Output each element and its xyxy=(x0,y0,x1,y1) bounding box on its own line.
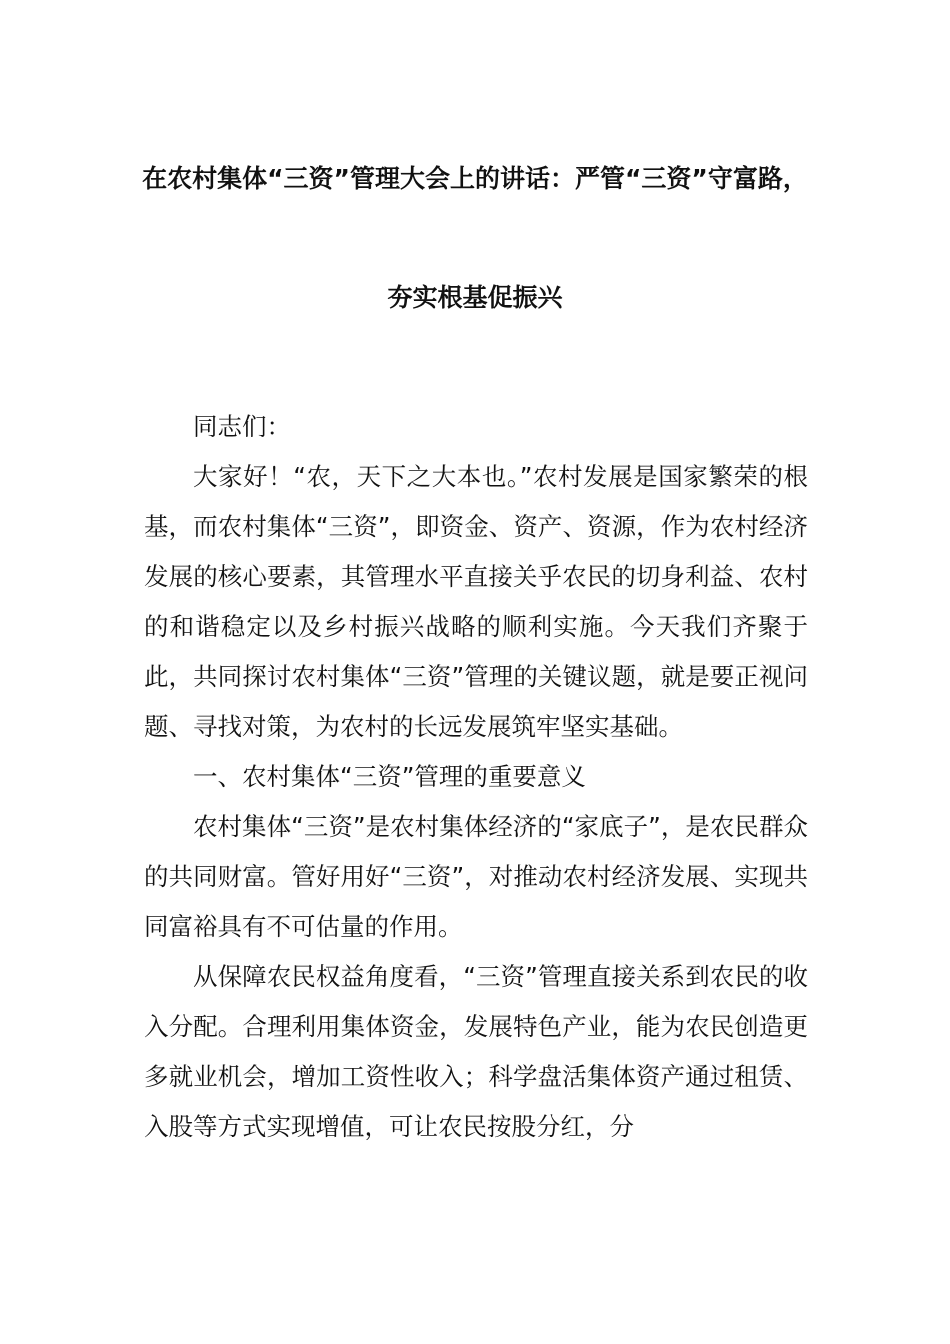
salutation-paragraph: 同志们： xyxy=(193,412,291,441)
body-paragraph: 大家好！“农，天下之大本也。”农村发展是国家繁荣的根基，而农村集体“三资”，即资金、资产、资源，作为农村经济发展的核心要素，其管理水平直接关乎农民的切身利益、农村的和谐稳定以及乡村振兴战略的顺利实施。今天我们齐聚于此，共同探讨农村集体“三资”管理的关键议题，就是要正视问题、寻找对策，为农村的长远发展筑牢坚实基础。 xyxy=(144,462,808,741)
body-paragraph: 从保障农民权益角度看，“三资”管理直接关系到农民的收入分配。合理利用集体资金，发展特色产业，能为农民创造更多就业机会，增加工资性收入；科学盘活集体资产通过租赁、入股等方式实现增值，可让农民按股分红，分 xyxy=(144,962,808,1141)
section-heading: 一、农村集体“三资”管理的重要意义 xyxy=(193,762,586,791)
document-title-line-2: 夯实根基促振兴 xyxy=(387,283,563,312)
body-paragraph: 农村集体“三资”是农村集体经济的“家底子”，是农民群众的共同财富。管好用好“三资”，对推动农村经济发展、实现共同富裕具有不可估量的作用。 xyxy=(144,812,808,941)
document-title-line-1: 在农村集体“三资”管理大会上的讲话：严管“三资”守富路， xyxy=(142,164,808,193)
document-body xyxy=(144,402,808,1152)
